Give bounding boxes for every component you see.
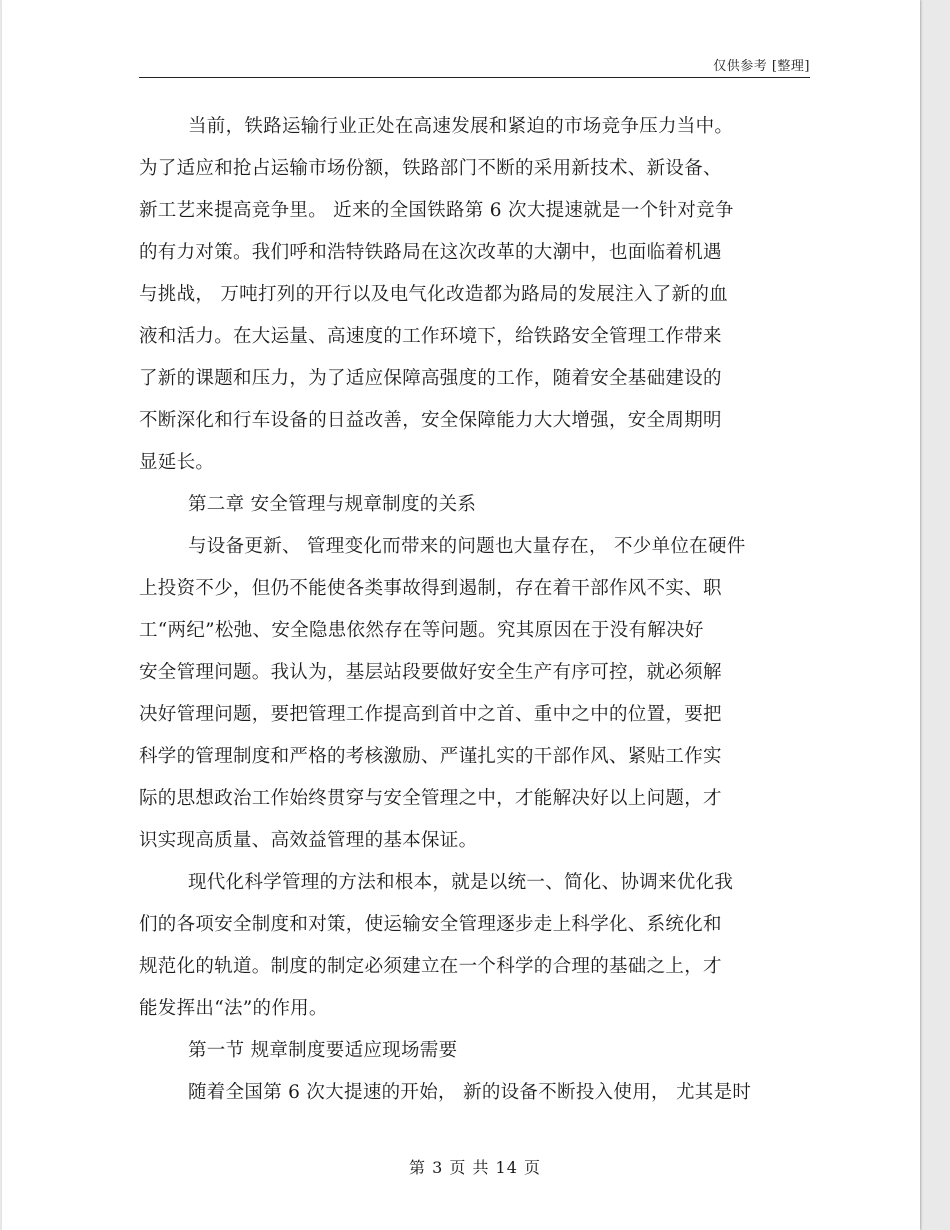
paragraph-line: 显延长。: [139, 452, 215, 473]
chapter-heading: 第二章 安全管理与规章制度的关系: [188, 494, 477, 515]
paragraph-line: 新工艺来提高竞争里。 近来的全国铁路第 6 次大提速就是一个针对竞争: [139, 200, 734, 221]
paragraph-line: 的有力对策。我们呼和浩特铁路局在这次改革的大潮中，也面临着机遇: [139, 242, 722, 263]
paragraph-line: 不断深化和行车设备的日益改善，安全保障能力大大增强，安全周期明: [139, 410, 722, 431]
paragraph-line: 科学的管理制度和严格的考核激励、严谨扎实的干部作风、紧贴工作实: [139, 746, 722, 767]
section-heading: 第一节 规章制度要适应现场需要: [188, 1040, 458, 1061]
paragraph-line: 上投资不少，但仍不能使各类事故得到遏制，存在着干部作风不实、职: [139, 578, 722, 599]
paragraph-line: 为了适应和抢占运输市场份额，铁路部门不断的采用新技术、新设备、: [139, 158, 722, 179]
paragraph-line: 液和活力。在大运量、高速度的工作环境下，给铁路安全管理工作带来: [139, 326, 722, 347]
paragraph-line: 工“两纪”松弛、安全隐患依然存在等问题。究其原因在于没有解决好: [139, 620, 704, 641]
paragraph-line: 安全管理问题。我认为，基层站段要做好安全生产有序可控，就必须解: [139, 662, 722, 683]
header-note: 仅供参考 [整理]: [713, 59, 810, 74]
paragraph-line: 规范化的轨道。制度的制定必须建立在一个科学的合理的基础之上，才: [139, 956, 722, 977]
paragraph-line: 际的思想政治工作始终贯穿与安全管理之中，才能解决好以上问题，才: [139, 788, 722, 809]
header-rule: [139, 77, 810, 78]
paragraph-line: 当前，铁路运输行业正处在高速发展和紧迫的市场竞争压力当中。: [188, 116, 734, 137]
paragraph-line: 识实现高质量、高效益管理的基本保证。: [139, 830, 478, 851]
paragraph-line: 现代化科学管理的方法和根本，就是以统一、简化、协调来优化我: [188, 872, 734, 893]
paragraph-line: 随着全国第 6 次大提速的开始， 新的设备不断投入使用， 尤其是时: [188, 1082, 752, 1103]
paragraph-line: 了新的课题和压力，为了适应保障高强度的工作，随着安全基础建设的: [139, 368, 722, 389]
paragraph-line: 决好管理问题，要把管理工作提高到首中之首、重中之中的位置，要把: [139, 704, 722, 725]
paragraph-line: 与挑战， 万吨打列的开行以及电气化改造都为路局的发展注入了新的血: [139, 284, 728, 305]
paragraph-line: 与设备更新、 管理变化而带来的问题也大量存在， 不少单位在硬件: [188, 536, 746, 557]
document-page: [2, 0, 920, 1230]
paragraph-line: 能发挥出“法”的作用。: [139, 998, 328, 1019]
paragraph-line: 们的各项安全制度和对策，使运输安全管理逐步走上科学化、系统化和: [139, 914, 722, 935]
page-number-footer: 第 3 页 共 14 页: [409, 1158, 541, 1177]
